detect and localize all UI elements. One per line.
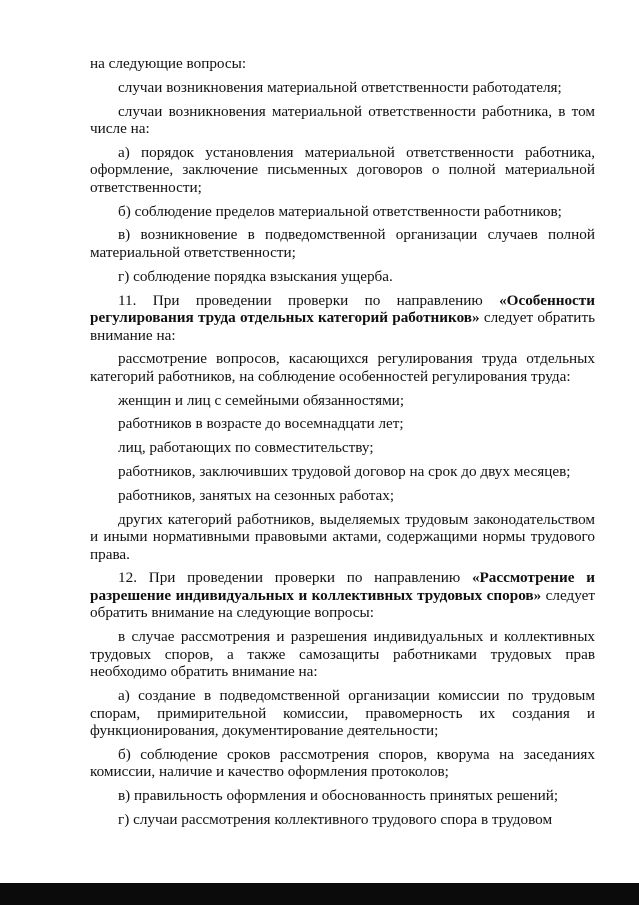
section-11-heading: «Особенности регулирования труда отдельных категорий работников» — [90, 291, 595, 327]
paragraph: рассмотрение вопросов, касающихся регулирования труда отдельных категорий работников, на соблюдение особенностей регулирования труда: — [90, 350, 595, 385]
paragraph: г) соблюдение порядка взыскания ущерба. — [118, 267, 393, 285]
paragraph: работников в возрасте до восемнадцати лет; — [118, 415, 404, 433]
paragraph: в случае рассмотрения и разрешения индивидуальных и коллективных трудовых споров, а также самозащиты работниками трудовых прав необходимо обратить внимание на: — [90, 628, 595, 681]
paragraph: работников, занятых на сезонных работах; — [118, 486, 395, 504]
paragraph: лиц, работающих по совместительству; — [118, 439, 374, 457]
paragraph: а) порядок установления материальной ответственности работника, оформление, заключение письменных договоров о полной материальной ответственности; — [90, 143, 595, 196]
section-12-heading: «Рассмотрение и разрешение индивидуальных и коллективных трудовых споров» — [90, 569, 595, 604]
paragraph: на следующие вопросы: — [90, 55, 247, 72]
paragraph: женщин и лиц с семейными обязанностями; — [118, 391, 405, 409]
paragraph: г) случаи рассмотрения коллективного трудового спора в трудовом — [118, 810, 553, 828]
paragraph: случаи возникновения материальной ответственности работодателя; — [118, 78, 562, 96]
paragraph: других категорий работников, выделяемых трудовым законодательством и иными нормативными правовыми актами, содержащими нормы трудового права. — [90, 510, 595, 563]
paragraph: б) соблюдение сроков рассмотрения споров, кворума на заседаниях комиссии, наличие и качество оформления протоколов; — [90, 745, 595, 781]
section-11-tail: следует обратить внимание на: — [90, 309, 596, 344]
section-11-lead: 11. При проведении проверки по направлению — [118, 291, 500, 309]
section-12-lead: 12. При проведении проверки по направлению — [118, 569, 472, 587]
scan-bottom-edge — [0, 883, 639, 905]
document-body — [90, 55, 595, 835]
paragraph: случаи возникновения материальной ответственности работника, в том числе на: — [90, 102, 595, 138]
paragraph: в) правильность оформления и обоснованность принятых решений; — [118, 787, 559, 805]
paragraph: б) соблюдение пределов материальной ответственности работников; — [118, 202, 562, 220]
section-12-tail: следует обратить внимание на следующие вопросы: — [90, 586, 596, 622]
paragraph: работников, заключивших трудовой договор на срок до двух месяцев; — [118, 463, 571, 481]
section-11-paragraph — [90, 292, 595, 345]
section-12-paragraph — [90, 569, 595, 622]
paragraph: а) создание в подведомственной организации комиссии по трудовым спорам, примирительной комиссии, правомерность их создания и функционирования, документирование деятельности; — [90, 687, 595, 740]
paragraph: в) возникновение в подведомственной организации случаев полной материальной ответственности; — [90, 226, 595, 261]
